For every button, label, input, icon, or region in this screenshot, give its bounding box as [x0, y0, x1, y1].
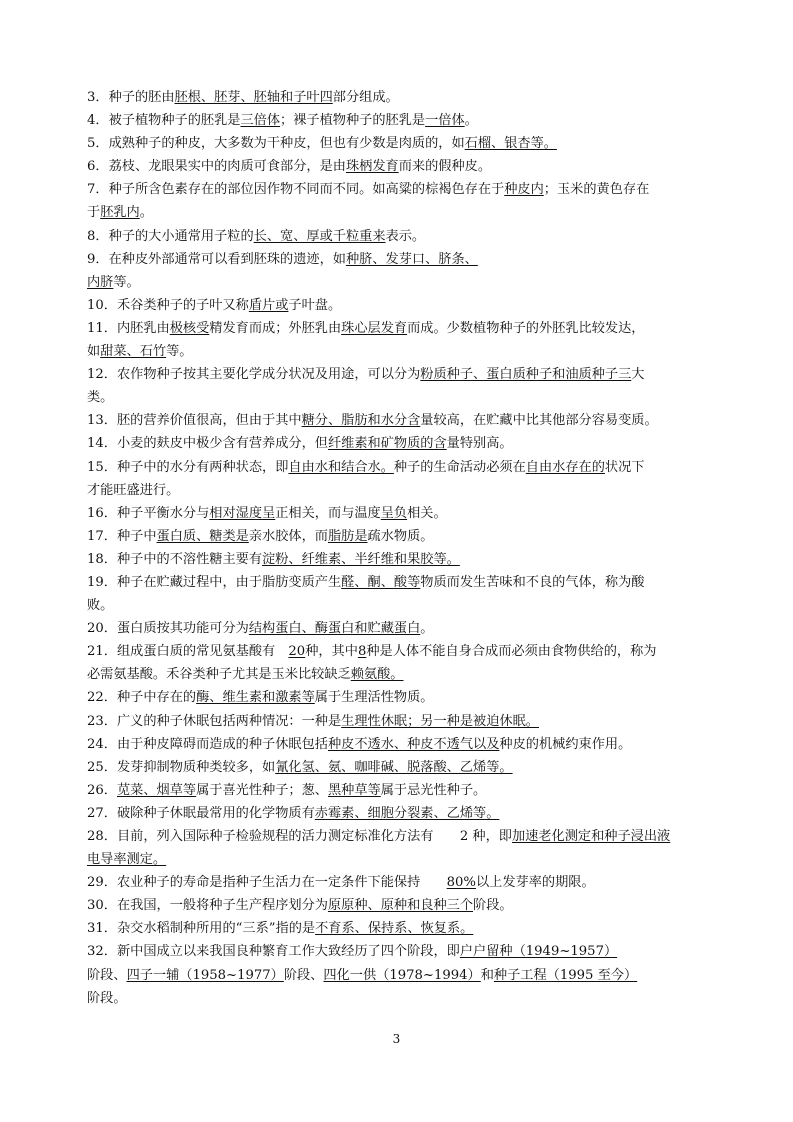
- question-text: 表示。: [385, 228, 426, 244]
- text-line: [87, 155, 727, 178]
- question-text: 4．被子植物种子的胚乳是: [87, 113, 241, 129]
- text-line: [87, 86, 727, 109]
- text-line: [87, 686, 727, 709]
- text-line: [87, 363, 727, 386]
- answer-text: 种子工程（1995 至今）: [493, 967, 638, 983]
- question-text: 子叶盘。: [288, 297, 342, 313]
- question-text: 而成。少数植物种子的外胚乳比较发达，: [407, 320, 645, 336]
- answer-text: 胚乳内: [100, 205, 140, 221]
- text-line: [87, 617, 727, 640]
- question-text: 。: [464, 113, 478, 129]
- answer-text: 脂肪是: [327, 528, 368, 544]
- text-line: [87, 663, 727, 686]
- text-line: [87, 456, 727, 479]
- answer-text: 粉质种子、蛋白质种子和油质种子三: [420, 367, 632, 383]
- answer-text: 淀粉、纤维素、半纤维和果胶等。: [262, 551, 460, 567]
- answer-text: 一倍体: [425, 113, 465, 129]
- text-line: [87, 825, 727, 848]
- answer-text: 生理性休眠；另一种是被迫休眠。: [341, 713, 539, 729]
- text-line: [87, 225, 727, 248]
- answer-text: 相对湿度呈: [209, 505, 276, 521]
- answer-text: 20: [288, 644, 306, 660]
- answer-text: 糖分、脂肪和水分含: [301, 413, 421, 429]
- answer-text: 四化一供（1978~1994）: [323, 967, 481, 983]
- question-text: ；裸子植物种子的胚乳是: [280, 113, 426, 129]
- text-line: [87, 548, 727, 571]
- question-text: 大: [631, 367, 645, 383]
- question-text: 25．发芽抑制物质种类较多，如: [87, 759, 276, 775]
- answer-text: 呈负: [380, 505, 408, 521]
- answer-text: 8: [357, 644, 367, 660]
- question-text: 20．蛋白质按其功能可分为: [87, 621, 249, 637]
- question-text: 部分组成。: [332, 90, 399, 105]
- text-line: [87, 987, 727, 1010]
- question-list: [87, 86, 727, 1010]
- answer-text: 蛋白质、糖类是: [156, 528, 249, 544]
- answer-text: 甜菜、石竹: [100, 344, 167, 360]
- answer-text: 氰化氢、氨、咖啡碱、脱落酸、乙烯等。: [275, 759, 513, 775]
- text-line: [87, 894, 727, 917]
- text-line: [87, 502, 727, 525]
- text-line: [87, 848, 727, 871]
- question-text: 类。: [87, 390, 114, 406]
- question-text: 种，其中: [305, 644, 358, 660]
- question-text: 属于喜光性种子；葱、: [196, 782, 328, 798]
- question-text: 12．农作物种子按其主要化学成分状况及用途，可以分为: [87, 367, 421, 383]
- question-text: 精发育而成；外胚乳由: [209, 320, 342, 336]
- text-line: [87, 940, 727, 963]
- question-text: 24．由于种皮障碍而造成的种子休眠包括: [87, 736, 328, 752]
- text-line: [87, 340, 727, 363]
- text-line: [87, 964, 727, 987]
- text-line: [87, 386, 727, 409]
- answer-text: 不育系、保持系、恢复系。: [315, 921, 474, 937]
- text-line: [87, 132, 727, 155]
- question-text: 7．种子所含色素存在的部位因作物不同而不同。如高粱的棕褐色存在于: [87, 182, 505, 198]
- text-line: [87, 178, 727, 201]
- answer-text: 石榴、银杏等。: [464, 136, 557, 152]
- answer-text: 三倍体: [240, 113, 281, 129]
- question-text: 亲水胶体，而: [248, 528, 328, 544]
- answer-text: 纤维素和矿物质的含: [327, 436, 447, 452]
- question-text: 31．杂交水稻制种所用的“三系”指的是: [87, 921, 316, 937]
- text-line: [87, 779, 727, 802]
- text-line: [87, 640, 727, 663]
- answer-text: 种皮不透水、种皮不透气以及: [327, 736, 500, 752]
- question-text: 19．种子在贮藏过程中，由于脂肪变质产生: [87, 574, 342, 590]
- answer-text: 电导率测定。: [87, 852, 167, 868]
- answer-text: 赖氨酸。: [350, 667, 404, 683]
- answer-text: 80%: [446, 875, 476, 891]
- question-text: 于: [87, 205, 101, 221]
- question-text: 疏水物质。: [367, 528, 434, 544]
- answer-text: 赤霉素、细胞分裂素、乙烯等。: [314, 805, 500, 821]
- question-text: 种皮的机械约束作用。: [499, 736, 632, 752]
- question-text: 等。: [113, 274, 140, 290]
- question-text: 16．种子平衡水分与: [87, 505, 210, 521]
- question-text: 9．在种皮外部通常可以看到胚珠的遗迹，如: [87, 251, 346, 267]
- question-text: 阶段、: [87, 967, 127, 983]
- question-text: 30．在我国，一般将种子生产程序划分为: [87, 898, 328, 914]
- question-text: 属于生理活性物质。: [314, 690, 434, 706]
- question-text: 属于忌光性种子。: [380, 782, 487, 798]
- question-text: ；玉米的黄色存在: [543, 182, 650, 198]
- question-text: 6．荔枝、龙眼果实中的肉质可食部分，是由: [87, 159, 346, 175]
- text-line: [87, 571, 727, 594]
- text-line: [87, 271, 727, 294]
- question-text: 10．禾谷类种子的子叶又称: [87, 297, 249, 313]
- question-text: 5．成熟种子的种皮，大多数为干种皮，但也有少数是肉质的，如: [87, 136, 465, 152]
- question-text: 以上发芽率的期限。: [475, 875, 595, 891]
- text-line: [87, 917, 727, 940]
- text-line: [87, 525, 727, 548]
- answer-text: 四子一辅（1958~1977）: [126, 967, 284, 983]
- question-text: 种子的生命活动必须在: [393, 459, 526, 475]
- question-text: 29．农业种子的寿命是指种子生活力在一定条件下能保持: [87, 875, 447, 891]
- answer-text: 黑种草等: [327, 782, 381, 798]
- text-line: [87, 201, 727, 224]
- question-text: 3．种子的胚由: [87, 90, 175, 105]
- question-text: 正相关，而与温度: [275, 505, 381, 521]
- question-text: 14．小麦的麸皮中极少含有营养成分，但: [87, 436, 328, 452]
- text-line: [87, 733, 727, 756]
- question-text: 阶段。: [87, 990, 127, 1006]
- question-text: 。: [139, 205, 153, 221]
- answer-text: 内脐: [87, 274, 114, 290]
- question-text: 13．胚的营养价值很高，但由于其中: [87, 413, 302, 429]
- answer-text: 自由水存在的: [525, 459, 605, 475]
- question-text: 必需氨基酸。禾谷类种子尤其是玉米比较缺乏: [87, 667, 351, 683]
- question-text: 32．新中国成立以来我国良种繁育工作大致经历了四个阶段，即: [87, 944, 460, 960]
- question-text: 量较高，在贮藏中比其他部分容易变质。: [420, 413, 658, 429]
- text-line: [87, 710, 727, 733]
- answer-text: 胚根、胚芽、胚轴和子叶四: [174, 90, 333, 105]
- question-text: 26．: [87, 782, 117, 798]
- text-line: [87, 294, 727, 317]
- answer-text: 户户留种（1949~1957）: [459, 944, 618, 960]
- answer-text: 盾片或: [248, 297, 289, 313]
- question-text: 11．内胚乳由: [87, 320, 170, 336]
- question-text: 才能旺盛进行。: [87, 482, 180, 498]
- text-line: [87, 109, 727, 132]
- answer-text: 珠心层发育: [341, 320, 408, 336]
- answer-text: 醛、酮、酸等: [341, 574, 421, 590]
- text-line: [87, 409, 727, 432]
- question-text: 27．破除种子休眠最常用的化学物质有: [87, 805, 315, 821]
- question-text: 阶段、: [283, 967, 324, 983]
- answer-text: 加速老化测定和种子浸出液: [512, 829, 671, 844]
- question-text: 8．种子的大小通常用子粒的: [87, 228, 254, 244]
- question-text: 状况下: [604, 459, 645, 475]
- question-text: 种是人体不能自身合成而必须由食物供给的，称为: [366, 644, 657, 660]
- question-text: 量特别高。: [446, 436, 513, 452]
- question-text: 等。: [166, 344, 193, 360]
- answer-text: 原原种、原种和良种三个: [327, 898, 474, 914]
- question-text: 阶段。: [473, 898, 513, 914]
- answer-text: 自由水和结合水。: [288, 459, 394, 475]
- question-text: 17．种子中: [87, 528, 157, 544]
- page-number: 3: [392, 1032, 401, 1046]
- answer-text: 苋菜、烟草等: [116, 782, 197, 798]
- question-text: 21．组成蛋白质的常见氨基酸有: [87, 644, 289, 660]
- question-text: 18．种子中的不溶性糖主要有: [87, 551, 263, 567]
- text-line: [87, 756, 727, 779]
- question-text: 22．种子中存在的: [87, 690, 197, 706]
- question-text: 和: [480, 967, 494, 983]
- answer-text: 极核受: [169, 320, 210, 336]
- question-text: 如: [87, 344, 101, 360]
- text-line: [87, 594, 727, 617]
- answer-text: 珠柄发育: [345, 159, 399, 175]
- question-text: 败。: [87, 598, 114, 614]
- text-line: [87, 871, 727, 894]
- answer-text: 长、宽、厚或千粒重来: [253, 228, 386, 244]
- text-line: [87, 432, 727, 455]
- answer-text: 种脐、发芽口、脐条、: [345, 251, 478, 267]
- text-line: [87, 802, 727, 825]
- answer-text: 酶、维生素和激素等: [196, 690, 315, 706]
- question-text: 而来的假种皮。: [398, 159, 492, 175]
- answer-text: 种皮内: [504, 182, 544, 198]
- question-text: 相关。: [407, 505, 447, 521]
- answer-text: 结构蛋白、酶蛋白和贮藏蛋白: [248, 621, 421, 637]
- text-line: [87, 248, 727, 271]
- question-text: 28．目前，列入国际种子检验规程的活力测定标准化方法有 2 种，即: [87, 829, 512, 844]
- question-text: 。: [420, 621, 434, 637]
- text-line: [87, 317, 727, 340]
- question-text: 23．广义的种子休眠包括两种情况：一种是: [87, 713, 342, 729]
- question-text: 物质而发生苦味和不良的气体，称为酸: [420, 574, 645, 590]
- question-text: 15．种子中的水分有两种状态，即: [87, 459, 289, 475]
- text-line: [87, 479, 727, 502]
